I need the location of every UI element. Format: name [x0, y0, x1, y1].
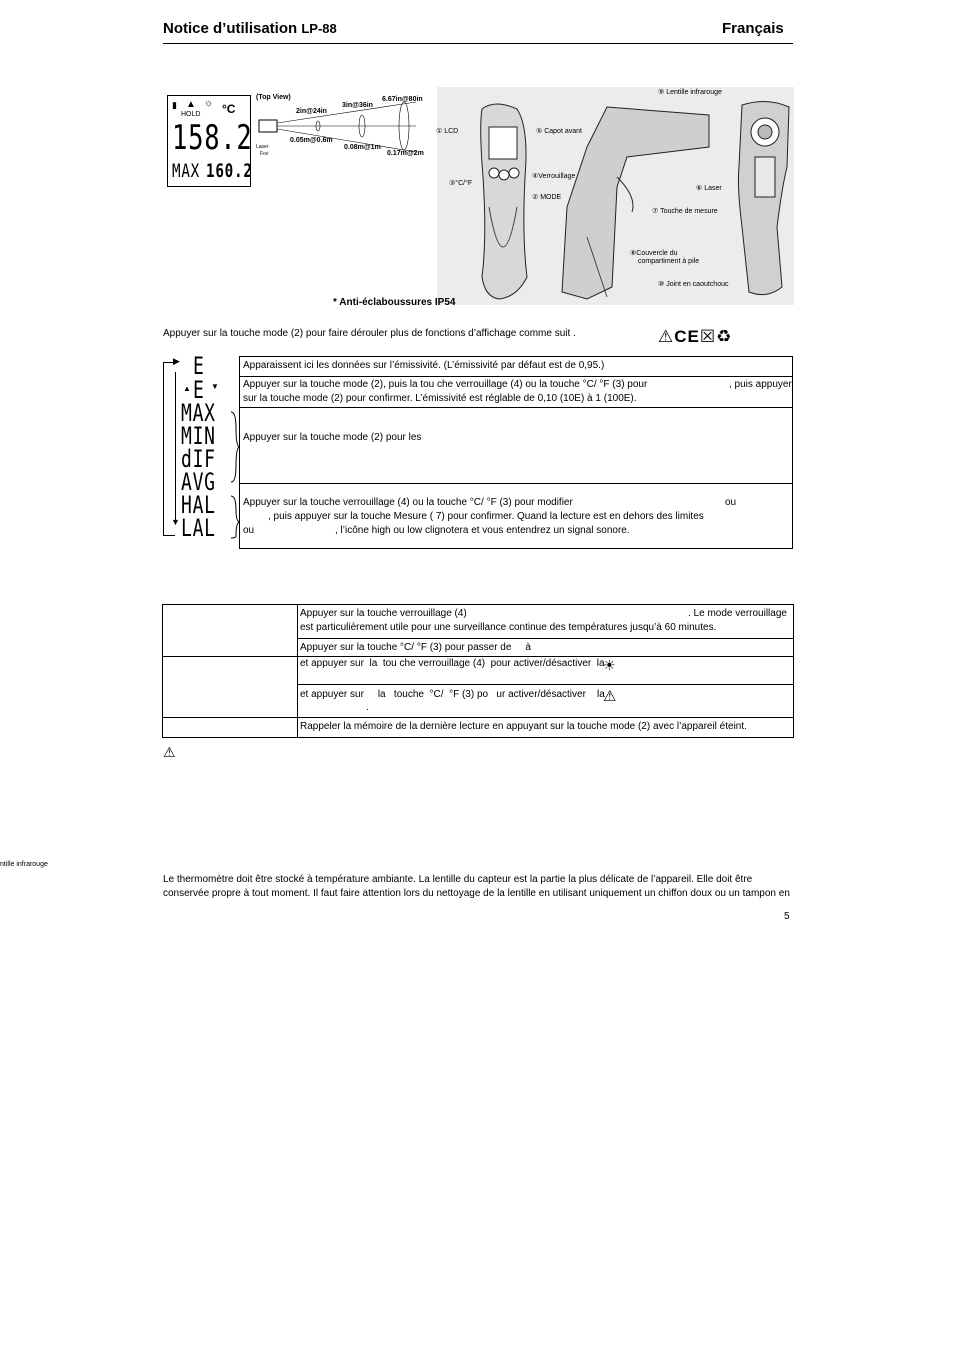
mode-row-alarm-3: ou	[243, 525, 255, 536]
intro-text: Appuyer sur la touche mode (2) pour faire dérouler plus de fonctions d’affichage comme suit .	[163, 328, 576, 339]
arrow-right-icon: ▶	[173, 356, 180, 366]
top-view-label: (Top View)	[256, 94, 291, 101]
model-name: LP-88	[301, 21, 337, 36]
fov-diagram	[256, 94, 436, 164]
unit-indicator: °C	[222, 102, 236, 116]
row-divider	[297, 638, 793, 639]
fov-distance-6: 0.17m@2m	[387, 150, 424, 157]
part-mode: ② MODE	[532, 194, 562, 201]
fov-distance-2: 3in@36in	[342, 102, 373, 109]
arrow-down-icon: ▼	[171, 517, 180, 527]
mode-row-alarm-1: Appuyer sur la touche verrouillage (4) ou la touche °C/ °F (3) pour modifier	[243, 497, 573, 508]
lcd-display	[167, 95, 251, 187]
lcd-max-value: 160.2	[206, 160, 253, 182]
row-divider	[297, 684, 793, 685]
document-title	[163, 20, 337, 37]
fov-distance-3: 6.67in@80in	[382, 96, 423, 103]
part-rubber-seal: ⑩ Joint en caoutchouc	[658, 281, 729, 288]
header-rule	[163, 43, 793, 44]
cycle-bottom	[163, 535, 175, 536]
thermometer-illustration	[437, 87, 794, 305]
laser-legend: Laser	[256, 144, 269, 150]
language-label: Français	[722, 20, 784, 37]
func-row-lock-2: est particulièrement utile pour une surveillance continue des températures jusqu’à 60 minutes.	[300, 622, 717, 633]
weee-bin-icon: ☒	[699, 327, 717, 346]
func-row-lock-1-end: . Le mode verrouillage	[688, 608, 787, 619]
laser-warning-icon: ⚠	[603, 688, 617, 705]
mode-sequence	[163, 352, 233, 542]
warning-icon: ⚠	[163, 744, 176, 760]
mode-min: MIN	[181, 422, 216, 450]
cycle-line	[163, 362, 164, 535]
part-ir-lens: ⑨ Lentille infrarouge	[658, 89, 722, 96]
up-arrow-icon: ▲	[183, 384, 191, 393]
down-arrow-icon: ▼	[211, 382, 219, 391]
fov-distance-5: 0.08m@1m	[344, 144, 381, 151]
product-figure	[437, 87, 794, 305]
mode-row-adjust-1-end: , puis appuyer	[729, 379, 792, 390]
mode-row-alarm-2: , puis appuyer sur la touche Mesure ( 7) pour confirmer. Quand la lecture est en dehors des limites	[268, 511, 704, 522]
func-row-laser: et appuyer sur la touche °C/ °F (3) po ur activer/désactiver la	[300, 689, 605, 700]
page-number: 5	[784, 911, 790, 922]
func-row-unit: Appuyer sur la touche °C/ °F (3) pour passer de à	[300, 642, 531, 653]
mode-row-emissivity: Apparaissent ici les données sur l’émissivité. (L’émissivité par défaut est de 0,95.)	[243, 360, 605, 371]
function-table	[162, 604, 794, 738]
lcd-max-label: MAX	[172, 160, 200, 182]
row-divider	[240, 483, 792, 484]
figure-caption: * Anti-éclaboussures IP54	[333, 297, 456, 308]
mode-avg: AVG	[181, 468, 216, 496]
row-divider	[240, 407, 792, 408]
mode-row-adjust-1: Appuyer sur la touche mode (2), puis la tou che verrouillage (4) ou la touche °C/ °F (3) pour	[243, 379, 648, 390]
warning-icon: ⚠	[658, 327, 675, 346]
row-divider	[240, 376, 792, 377]
storage-line-1: Le thermomètre doit être stocké à température ambiante. La lentille du capteur est la partie la plus délicate de l’appareil. Elle doit être	[163, 874, 753, 885]
title-text: Notice d’utilisation	[163, 20, 298, 37]
battery-icon: ▮	[172, 100, 177, 110]
func-row-backlight: et appuyer sur la tou che verrouillage (4) pour activer/désactiver la	[300, 658, 605, 669]
side-note: ntille infrarouge	[0, 861, 48, 868]
mode-hal: HAL	[181, 491, 216, 519]
part-battery-cover-2: compartiment à pile	[638, 258, 700, 265]
mode-lal: LAL	[181, 514, 216, 542]
hold-indicator: HOLD	[181, 111, 201, 118]
fov-distance-4: 0.05m@0.6m	[290, 137, 333, 144]
brace-icons	[229, 410, 239, 540]
part-laser: ⑥ Laser	[696, 185, 722, 192]
fov-distance-1: 2in@24in	[296, 108, 327, 115]
part-lock: ④Verrouillage	[532, 173, 576, 180]
part-trigger: ⑦ Touche de mesure	[652, 208, 718, 215]
mode-dif: dIF	[181, 445, 216, 473]
func-row-memory: Rappeler la mémoire de la dernière lecture en appuyant sur la touche mode (2) avec l’appareil éteint.	[300, 721, 747, 732]
mode-row-alarm-3-end: , l’icône high ou low clignotera et vous entendrez un signal sonore.	[335, 525, 630, 536]
row-divider	[163, 717, 793, 718]
ce-mark-icon: CE	[674, 327, 700, 346]
func-row-lock-1: Appuyer sur la touche verrouillage (4)	[300, 608, 467, 619]
mode-arrow-line	[175, 372, 176, 520]
mode-row-adjust-2: sur la touche mode (2) pour confirmer. L’émissivité est réglable de 0,10 (10E) à 1 (100E).	[243, 393, 637, 404]
mode-max: MAX	[181, 399, 216, 427]
recycling-icon: ♻	[716, 327, 733, 346]
mode-emissivity-adjust: E	[193, 376, 205, 404]
part-front-cover: ⑤ Capot avant	[536, 128, 582, 135]
laser-icon: ▲	[186, 99, 196, 110]
part-battery-cover-1: ⑧Couvercle du	[630, 250, 678, 257]
fov-legend: Fov	[260, 151, 269, 157]
func-row-laser-dot: .	[366, 702, 369, 713]
certification-icons	[658, 327, 732, 347]
backlight-icon: ☼	[204, 98, 214, 109]
mode-row-stats: Appuyer sur la touche mode (2) pour les	[243, 432, 422, 443]
part-lcd: ① LCD	[436, 128, 459, 135]
storage-line-2: conservée propre à tout moment. Il faut faire attention lors du nettoyage de la lentille en utilisant uniquement un chiffon doux ou un tampon en	[163, 888, 790, 899]
mode-table	[239, 356, 793, 549]
mode-row-alarm-1-end: ou	[725, 497, 737, 508]
backlight-icon: ☀	[603, 657, 616, 673]
mode-emissivity: E	[193, 352, 205, 380]
lcd-reading: 158.2	[172, 118, 253, 158]
part-unit-key: ③°C/°F	[449, 180, 473, 187]
